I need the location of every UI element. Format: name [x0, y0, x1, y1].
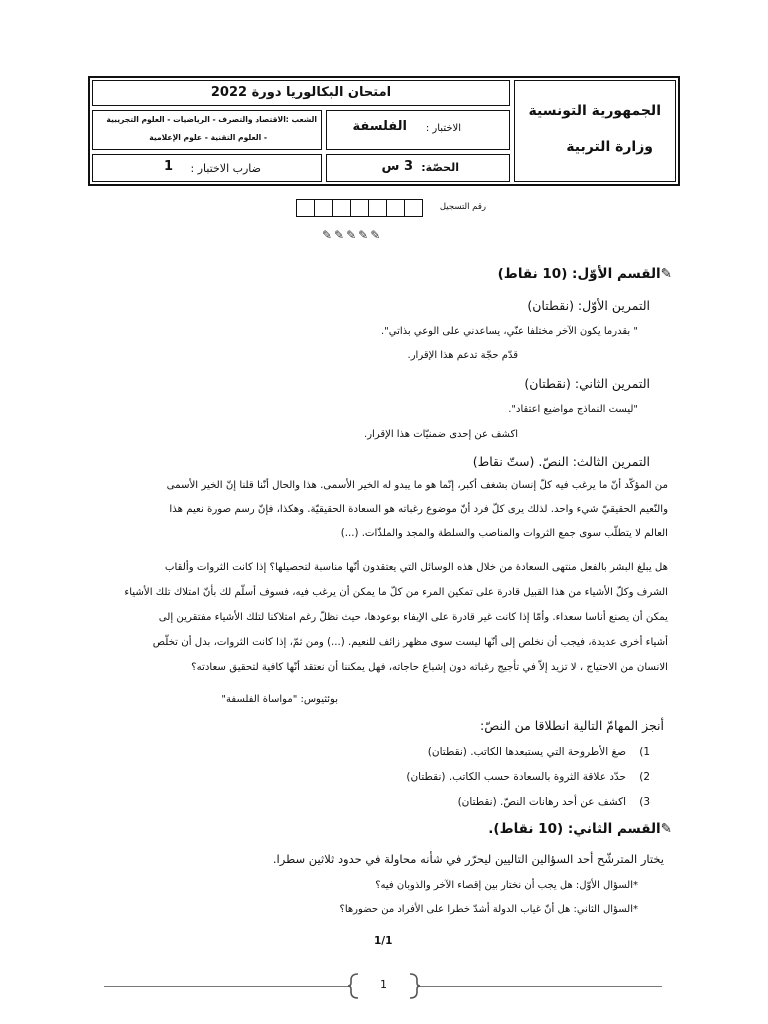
coefficient-cell: [92, 154, 322, 182]
exercise1-quote: " بقدرما يكون الآخر مختلفا عنّي، يساعدني على الوعي بذاتي".: [380, 326, 638, 337]
registration-box[interactable]: [314, 199, 333, 217]
text-source: بوئثيوس: "مواساة الفلسفة": [221, 694, 338, 705]
duration-cell: [326, 154, 510, 182]
branches-line-2: - العلوم التقنية - علوم الإعلامية: [149, 133, 267, 142]
subject-value: الفلسفة: [352, 119, 407, 134]
republic-name: الجمهورية التونسية: [528, 103, 661, 119]
subject-label: الاختبار :: [425, 123, 461, 134]
ministry-cell: [514, 80, 676, 182]
registration-box[interactable]: [296, 199, 315, 217]
coefficient-label: ضارب الاختبار :: [190, 162, 261, 175]
registration-box[interactable]: [386, 199, 405, 217]
registration-box[interactable]: [332, 199, 351, 217]
task-text: حدّد علاقة الثروة بالسعادة حسب الكاتب. (نقطتان): [406, 771, 626, 783]
text-line: الشرف وكلّ الأشياء من هذا القبيل قادرة على تمكين المرء من كلّ ما يمكن أن يرغب فيه، فسوف أسلّم لك بأنّ امتلاك تلك الأشياء: [124, 587, 668, 598]
part1-title: ✎القسم الأوّل: (10 نقاط): [497, 266, 672, 282]
text-line: والنّعيم الحقيقيّ شيء واحد. لذلك يرى كلّ فرد أنّ موضوع رغباته هو السعادة الحقيقيّة. وهكذا، فإنّ رسم صورة نعيم هذا: [169, 504, 668, 515]
exercise2-quote: "ليست النماذج مواضيع اعتقاد".: [508, 404, 638, 415]
footer-divider-right: [418, 986, 662, 987]
subject-cell: [326, 110, 510, 150]
task-number: 1): [639, 746, 650, 758]
exercise2-task: اكشف عن إحدى ضمنيّات هذا الإقرار.: [364, 429, 518, 440]
text-line: يمكن أن يصنع أناسا سعداء. وأمّا إذا كانت غير قادرة على الإيفاء بوعودها، حيث نظلّ رغم امتلاكنا لتلك الأشياء مفتقرين إلى: [158, 612, 668, 623]
task-number: 3): [639, 796, 650, 808]
duration-label: الحصّة:: [421, 161, 459, 174]
question-1: *السؤال الأوّل: هل يجب أن نختار بين إقصاء الآخر والذوبان فيه؟: [375, 880, 638, 891]
exam-title: امتحان البكالوريا دورة 2022: [210, 85, 392, 100]
text-line: من المؤكّد أنّ ما يرغب فيه كلّ إنسان بشغف أكبر، إنّما هو ما يبدو له الخير الأسمى. هذا والحال أنّنا قلنا إنّ الخير الأسمى: [166, 480, 668, 491]
task-text: اكشف عن أحد رهانات النصّ. (نقطتان): [457, 796, 626, 808]
tasks-title: أنجز المهامّ التالية انطلاقا من النصّ:: [480, 718, 664, 733]
text-line: أشياء أخرى عديدة، فيجب أن نخلص إلى أنّها ليست سوى مظهر زائف للنعيم. (...) ومن ثمّ، إذا كانت الثروات، بدل أن تخلّص: [152, 637, 668, 648]
coefficient-value: 1: [163, 159, 173, 174]
page-number: 1: [380, 978, 387, 991]
exam-title-cell: [92, 80, 510, 106]
text-line: الانسان من الاحتياج ، لا تزيد إلاّ في تأجيج رغباته دون إشباع حاجاته، فهل يمكننا أن نعتقد أنّها كافية لتحقيق سعادته؟: [191, 662, 668, 673]
registration-box[interactable]: [404, 199, 423, 217]
branches-cell: [92, 110, 322, 150]
part2-title: ✎القسم الثاني: (10 نقاط).: [488, 821, 672, 837]
exercise1-task: قدّم حجّة تدعم هذا الإقرار.: [407, 350, 518, 361]
exercise3-title: التمرين الثالث: النصّ. (ستّ نقاط): [472, 454, 650, 469]
branches-line-1: الشعب :الاقتصاد والتصرف - الرياضيات - العلوم التجريبية: [106, 115, 317, 124]
pencil-icons: ✎✎✎✎✎: [322, 228, 383, 242]
task-number: 2): [639, 771, 650, 783]
duration-value: 3 س: [381, 159, 413, 174]
text-line: العالم لا يتطلّب سوى جمع الثروات والمناصب والسلطة والمجد والملذّات. (...): [340, 528, 668, 539]
text-line: هل يبلغ البشر بالفعل منتهى السعادة من خلال هذه الوسائل التي يعتقدون أنّها مناسبة لتحصيلها؟ إذا كانت الثروات وألقاب: [164, 562, 668, 573]
question-2: *السؤال الثاني: هل أنّ غياب الدولة أشدّ خطرا على الأفراد من حضورها؟: [339, 904, 638, 915]
task-text: صغ الأطروحة التي يستبعدها الكاتب. (نقطتان): [427, 746, 626, 758]
exercise2-title: التمرين الثاني: (نقطتان): [524, 376, 650, 391]
footer-divider-left: [104, 986, 350, 987]
ministry-name: وزارة التربية: [566, 139, 653, 155]
exercise1-title: التمرين الأوّل: (نقطتان): [527, 298, 650, 313]
registration-box[interactable]: [368, 199, 387, 217]
registration-label: رقم التسجيل: [439, 202, 486, 212]
page-fraction: 1/1: [374, 935, 393, 947]
part2-instruction: يختار المترشّح أحد السؤالين التاليين ليحرّر في شأنه محاولة في حدود ثلاثين سطرا.: [272, 852, 664, 866]
registration-box[interactable]: [350, 199, 369, 217]
